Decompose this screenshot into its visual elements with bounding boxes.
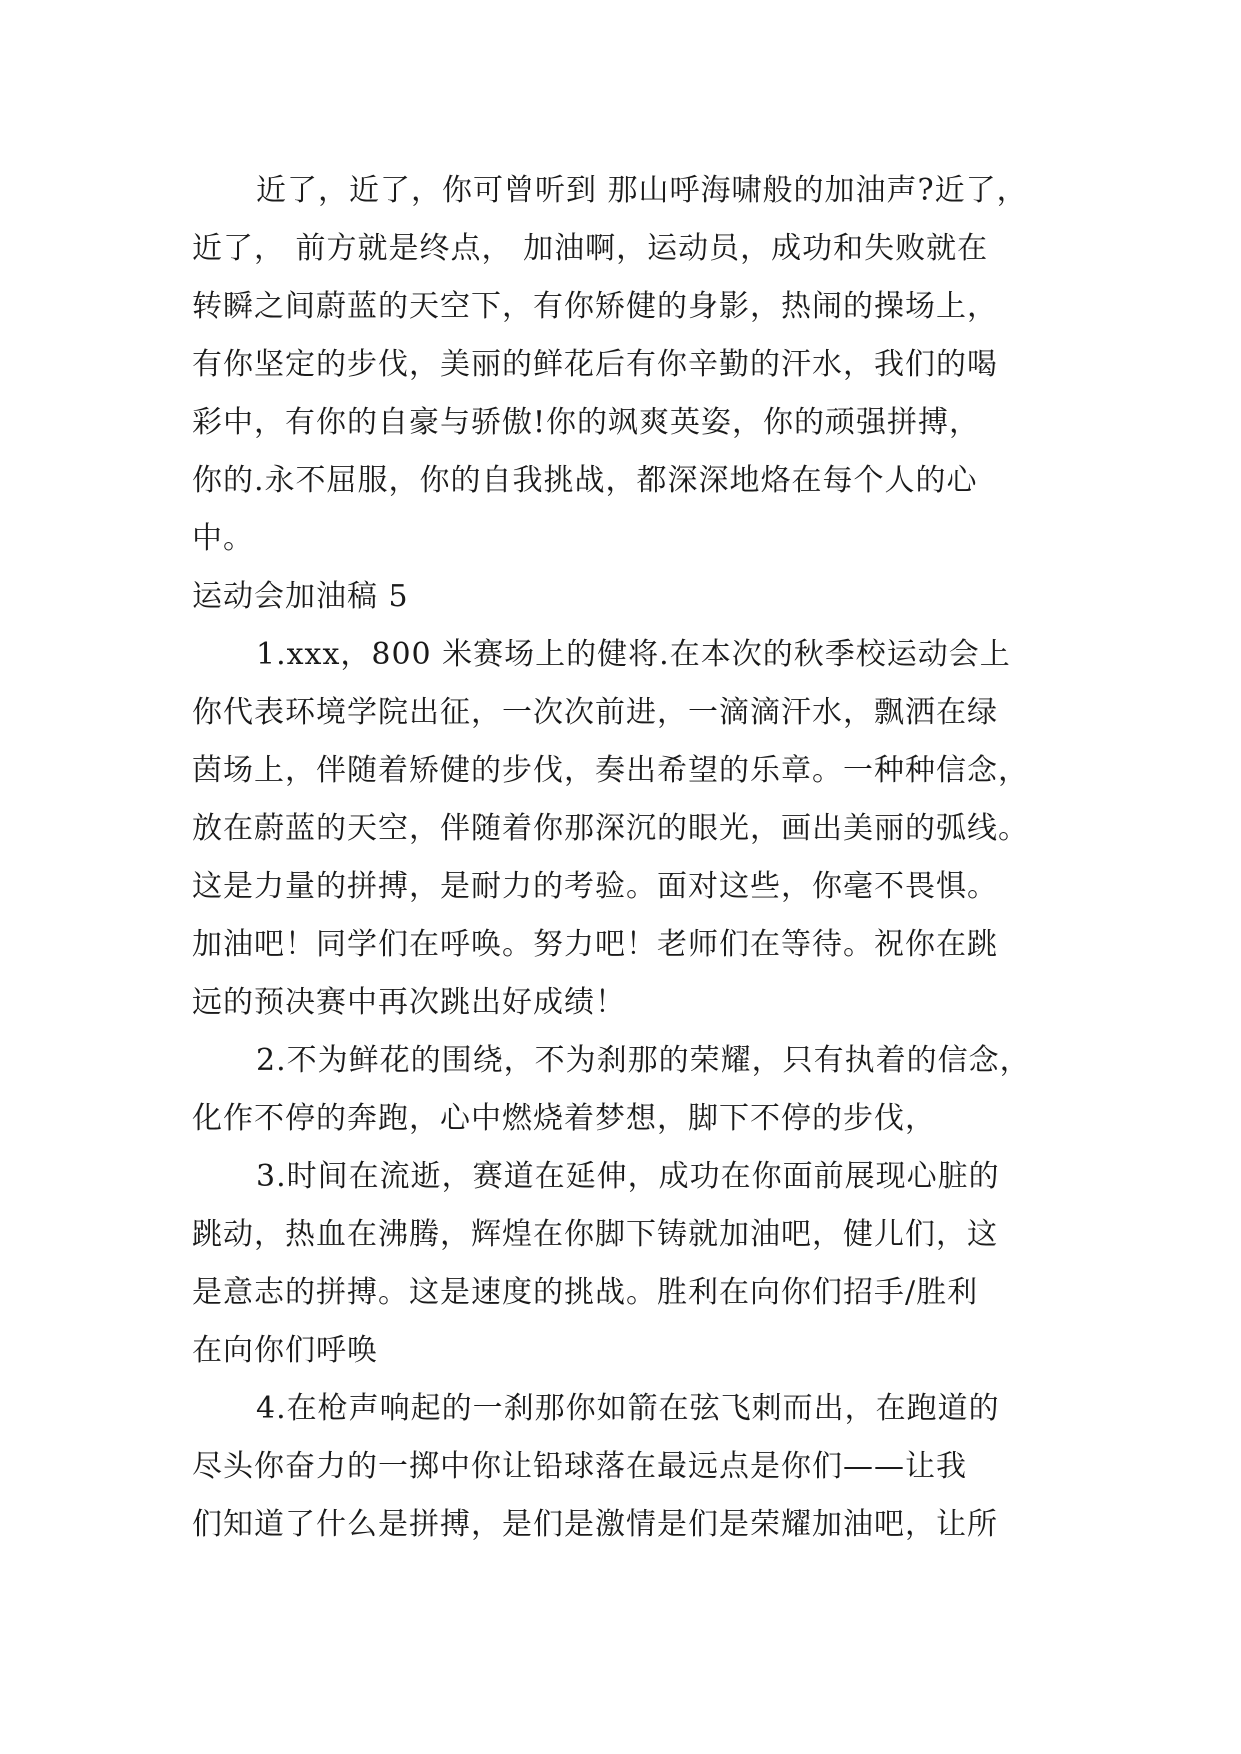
text-line: 远的预决赛中再次跳出好成绩！	[192, 985, 626, 1020]
text-line: 4.在枪声响起的一刹那你如箭在弦飞刺而出，在跑道的	[256, 1391, 1000, 1426]
section-heading: 运动会加油稿 5	[192, 579, 409, 614]
text-line: 化作不停的奔跑，心中燃烧着梦想，脚下不停的步伐，	[192, 1101, 936, 1136]
text-line: 在向你们呼唤	[192, 1333, 378, 1368]
text-line: 1.xxx，800 米赛场上的健将.在本次的秋季校运动会上	[256, 637, 1011, 672]
text-line: 近了， 前方就是终点， 加油啊，运动员，成功和失败就在	[192, 231, 989, 266]
text-line: 有你坚定的步伐，美丽的鲜花后有你辛勤的汗水，我们的喝	[192, 347, 998, 382]
list-item-4	[192, 1380, 1072, 1554]
text-line: 跳动，热血在沸腾，辉煌在你脚下铸就加油吧，健儿们，这	[192, 1217, 998, 1252]
text-line: 你代表环境学院出征，一次次前进，一滴滴汗水，飘洒在绿	[192, 695, 998, 730]
text-line: 中。	[192, 521, 254, 556]
text-line: 茵场上，伴随着矫健的步伐，奏出希望的乐章。一种种信念，	[192, 753, 1029, 788]
text-line: 2.不为鲜花的围绕，不为刹那的荣耀，只有执着的信念，	[256, 1043, 1031, 1078]
text-line: 3.时间在流逝，赛道在延伸，成功在你面前展现心脏的	[256, 1159, 1000, 1194]
text-line: 加油吧！同学们在呼唤。努力吧！老师们在等待。祝你在跳	[192, 927, 998, 962]
text-line: 近了，近了，你可曾听到 那山呼海啸般的加油声?近了，	[256, 173, 1028, 208]
text-line: 你的.永不屈服，你的自我挑战，都深深地烙在每个人的心	[192, 463, 978, 498]
list-item-1	[192, 626, 1072, 1032]
text-line: 放在蔚蓝的天空，伴随着你那深沉的眼光，画出美丽的弧线。	[192, 811, 1029, 846]
list-item-3	[192, 1148, 1072, 1380]
list-item-2	[192, 1032, 1072, 1148]
paragraph-1	[192, 162, 1072, 568]
text-line: 这是力量的拼搏，是耐力的考验。面对这些，你毫不畏惧。	[192, 869, 998, 904]
text-line: 尽头你奋力的一掷中你让铅球落在最远点是你们——让我	[192, 1449, 967, 1484]
text-line: 彩中，有你的自豪与骄傲!你的飒爽英姿，你的顽强拼搏，	[192, 405, 981, 440]
document-body	[192, 162, 1072, 1554]
text-line: 转瞬之间蔚蓝的天空下，有你矫健的身影，热闹的操场上，	[192, 289, 998, 324]
text-line: 是意志的拼搏。这是速度的挑战。胜利在向你们招手/胜利	[192, 1275, 979, 1310]
text-line: 们知道了什么是拼搏，是们是激情是们是荣耀加油吧，让所	[192, 1507, 998, 1542]
